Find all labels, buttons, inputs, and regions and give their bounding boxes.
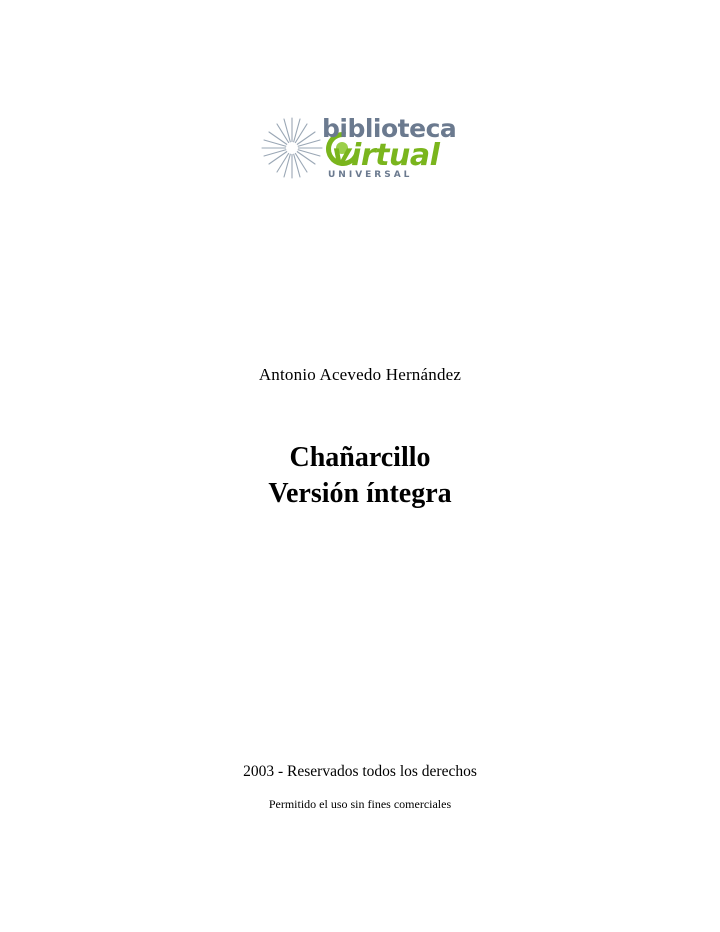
logo-block [0, 108, 720, 188]
copyright-notice: 2003 - Reservados todos los derechos [243, 763, 477, 780]
permission-notice: Permitido el uso sin fines comerciales [268, 797, 452, 811]
logo-word-biblioteca: biblioteca [322, 114, 457, 143]
title-line-1: Chañarcillo [289, 442, 431, 473]
logo-wordmark [304, 108, 464, 188]
title-line-2: Versión íntegra [268, 477, 452, 509]
page-title [0, 440, 720, 512]
logo-word-universal: UNIVERSAL [328, 170, 413, 180]
biblioteca-virtual-universal-logo [260, 108, 460, 188]
logo-word-virtual: virtual [332, 138, 440, 173]
author-name: Antonio Acevedo Hernández [258, 365, 462, 384]
